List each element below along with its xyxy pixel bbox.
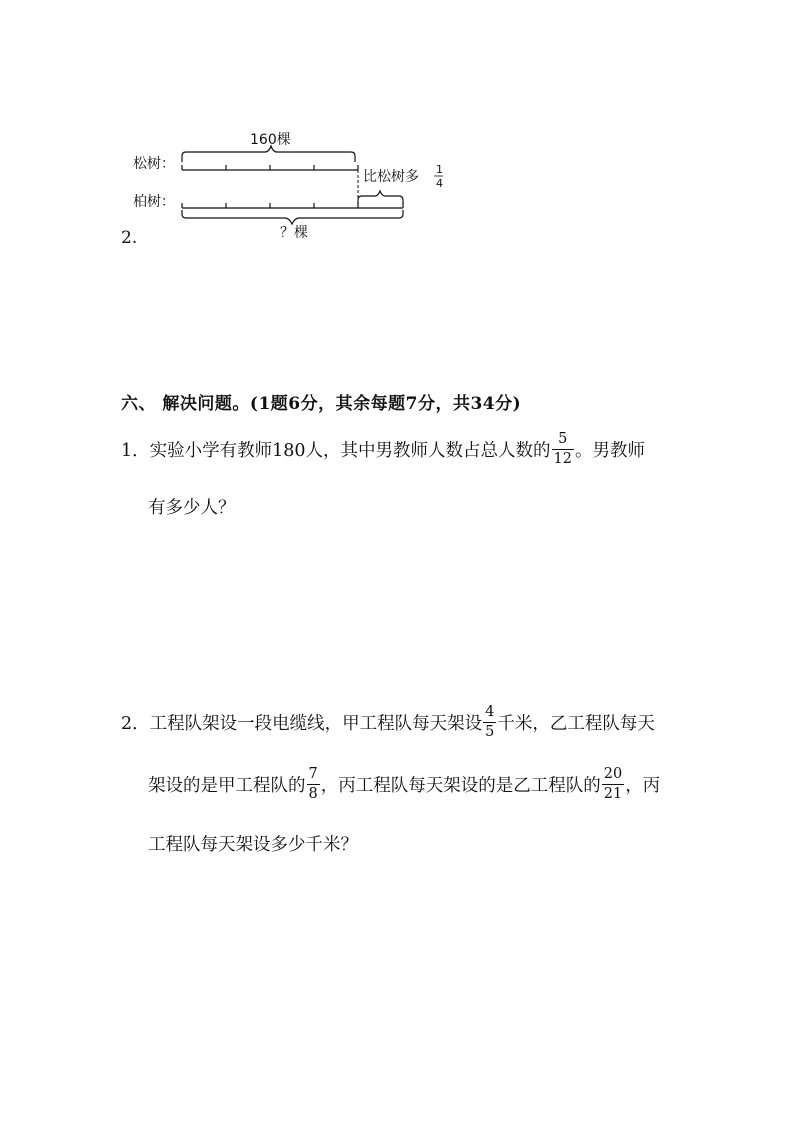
- problem-2-line-2: 架设的是甲工程队的 $\frac{7}{8}$ ，丙工程队每天架设的是乙工程队的 $\frac{20}{21}$ ，丙: [148, 766, 661, 802]
- more-label: 比松树多: [363, 169, 419, 185]
- problem-2-line-3: 工程队每天架设多少千米？: [148, 835, 358, 855]
- cypress-label: 柏树：: [133, 194, 175, 210]
- unknown-brace: [182, 210, 403, 224]
- extra-brace: [358, 191, 403, 204]
- fraction-20-21: $\frac{20}{21}$: [603, 766, 623, 802]
- more-frac-den: 4: [436, 177, 443, 190]
- p2-text-a: 2．工程队架设一段电缆线，甲工程队每天架设: [121, 713, 483, 734]
- p1-text-b: 。男教师: [575, 440, 645, 461]
- total-label: 160棵: [250, 132, 291, 148]
- fraction-4-5: $\frac{4}{5}$: [485, 704, 495, 740]
- pine-label: 松树：: [133, 156, 175, 172]
- p1-text-a: 1．实验小学有教师180人，其中男教师人数占总人数的: [121, 440, 551, 461]
- problem-1-line-2: 有多少人？: [148, 498, 236, 518]
- fraction-5-12: $\frac{5}{12}$: [553, 431, 572, 467]
- segment-diagram: [125, 120, 455, 250]
- total-brace: [182, 146, 355, 162]
- section-heading: 六、 解决问题。(1题6分，其余每题7分，共34分): [121, 394, 522, 414]
- p2-text-b: 千米，乙工程队每天: [497, 713, 655, 734]
- question-number: 2.: [121, 228, 138, 248]
- unknown-label: ？棵: [280, 225, 308, 241]
- more-frac-num: 1: [436, 163, 443, 176]
- problem-1-line-1: [121, 432, 645, 466]
- problem-2-line-1: [121, 705, 655, 739]
- fraction-7-8: $\frac{7}{8}$: [308, 766, 318, 802]
